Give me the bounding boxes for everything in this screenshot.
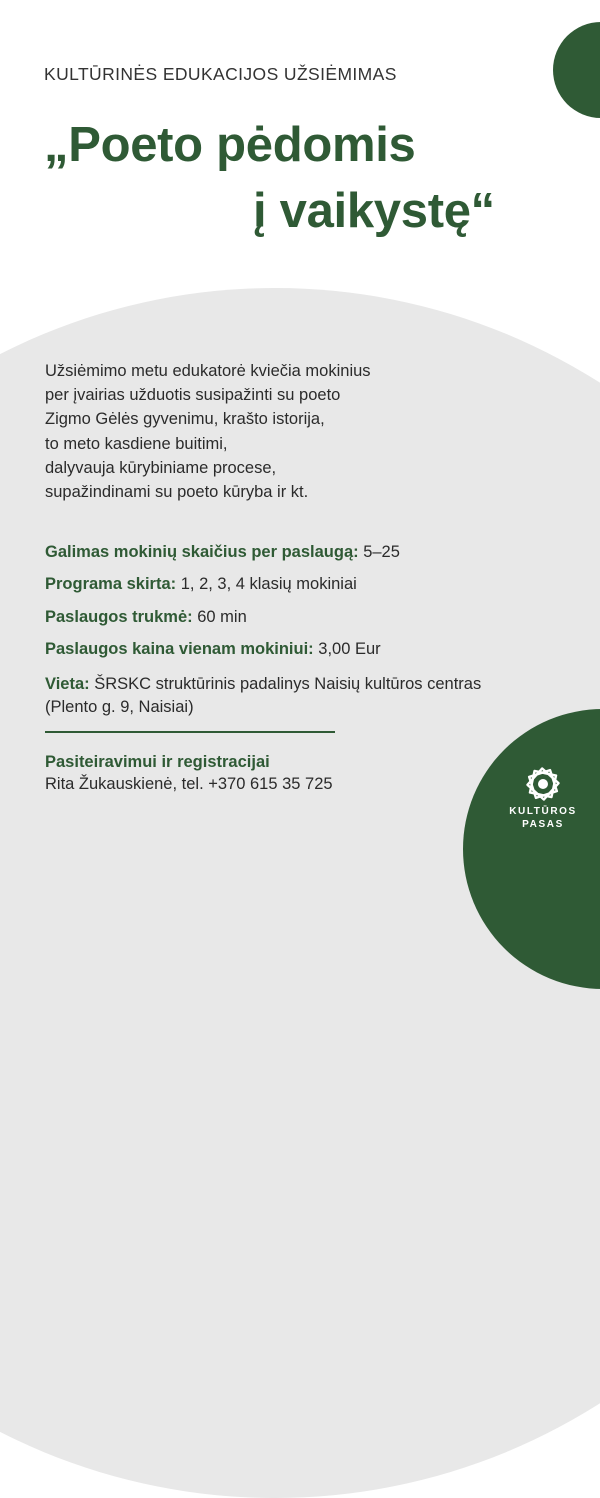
logo-text-line-2: PASAS (522, 819, 564, 830)
detail-participants (45, 543, 400, 562)
divider (45, 731, 335, 733)
description-line: Užsiėmimo metu edukatorė kviečia mokinius (45, 362, 371, 380)
detail-location (45, 673, 481, 719)
description-line: per įvairias užduotis susipažinti su poeto (45, 386, 341, 405)
detail-value: 3,00 Eur (313, 640, 381, 658)
description-line: dalyvauja kūrybiniame procese, (45, 458, 277, 477)
detail-audience (45, 575, 357, 594)
detail-label: Paslaugos kaina vienam mokiniui: (45, 640, 314, 658)
description-line: supažindinami su poeto kūryba ir kt. (45, 483, 309, 502)
logo-text-line-1: KULTŪROS (509, 806, 577, 817)
detail-label: Vieta: (45, 675, 90, 693)
description-line: Zigmo Gėlės gyvenimu, krašto istorija, (45, 410, 325, 429)
eyebrow-heading: KULTŪRINĖS EDUKACIJOS UŽSIĖMIMAS (44, 64, 397, 84)
contact-heading: Pasiteiravimui ir registracijai (45, 753, 270, 771)
detail-label: Programa skirta: (45, 575, 177, 593)
detail-duration (45, 608, 247, 627)
detail-value: 1, 2, 3, 4 klasių mokiniai (176, 575, 357, 593)
corner-circle-top (553, 22, 600, 118)
kulturos-pasas-logo-icon (523, 764, 563, 804)
contact-line: Rita Žukauskienė, tel. +370 615 35 725 (45, 775, 333, 793)
description-line: to meto kasdiene buitimi, (45, 434, 228, 453)
detail-price (45, 640, 381, 659)
detail-value: 5–25 (358, 543, 400, 561)
page-title (44, 112, 495, 244)
detail-label: Galimas mokinių skaičius per paslaugą: (45, 543, 359, 561)
title-line-1: „Poeto pėdomis (44, 118, 416, 172)
detail-value: 60 min (192, 608, 247, 626)
contact-block (45, 751, 333, 795)
detail-value-address: (Plento g. 9, Naisiai) (45, 698, 194, 716)
title-line-2: į vaikystę“ (253, 184, 495, 238)
kulturos-pasas-logo (503, 764, 583, 830)
description (45, 359, 371, 504)
detail-label: Paslaugos trukmė: (45, 608, 193, 626)
detail-value: ŠRSKC struktūrinis padalinys Naisių kultūros centras (89, 675, 482, 693)
